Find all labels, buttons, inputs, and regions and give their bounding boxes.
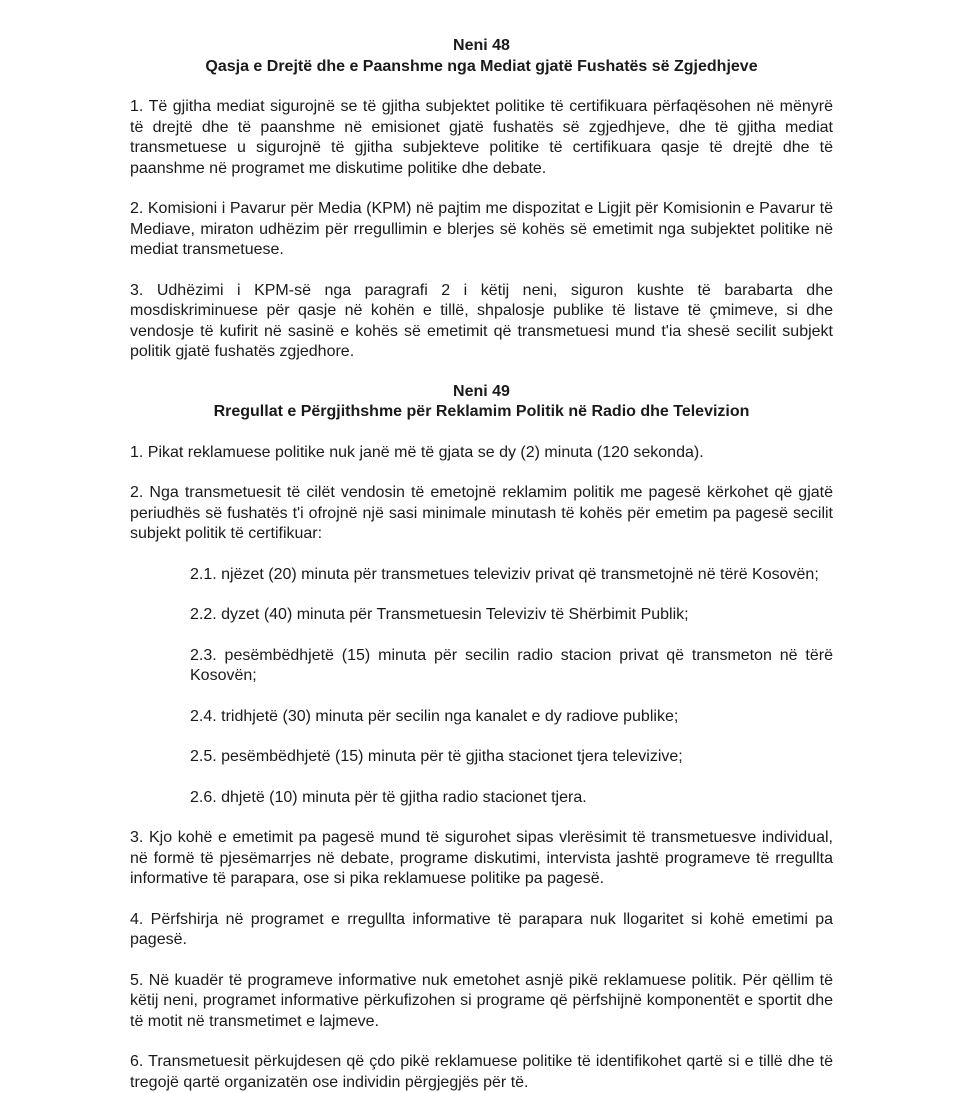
article-number: Neni 49 [453, 382, 510, 400]
subitem-2-1: 2.1. njëzet (20) minuta për transmetues televiziv privat që transmetojnë në tërë Kosovën; [190, 565, 819, 583]
article-49-heading [130, 382, 833, 423]
article-49-paragraph-2: 2. Nga transmetuesit të cilët vendosin të emetojnë reklamim politik me pagesë kërkohet që gjatë periudhës së fushatës t'i ofrojnë një sasi minimale minutash të kohës për emetim pa pagesë secilit subjekt politik të certifikuar: [130, 484, 833, 542]
article-49-paragraph-4: 4. Përfshirja në programet e rregullta informative të parapara nuk llogaritet si kohë emetimi pa pagesë. [130, 910, 833, 948]
article-number: Neni 48 [453, 37, 510, 54]
subitem-2-3: 2.3. pesëmbëdhjetë (15) minuta për secilin radio stacion privat që transmeton në tërë Kosovën; [190, 646, 833, 684]
subitem-2-2: 2.2. dyzet (40) minuta për Transmetuesin Televiziv të Shërbimit Publik; [190, 606, 689, 623]
article-title: Qasja e Drejtë dhe e Paanshme nga Mediat gjatë Fushatës së Zgjedhjeve [205, 57, 758, 75]
article-48-heading [130, 36, 833, 77]
article-49-paragraph-1: 1. Pikat reklamuese politike nuk janë më të gjata se dy (2) minuta (120 sekonda). [130, 443, 704, 461]
article-48-paragraph-1: 1. Të gjitha mediat sigurojnë se të gjitha subjektet politike të certifikuara përfaqësohen në mënyrë të drejtë dhe të paanshme në emisionet gjatë fushatës së zgjedhjeve, dhe të gjitha mediat transmetuese u sigurojnë të gjitha subjekteve politike të certifikuara qasje të drejtë dhe të paanshme në programet me diskutime politike dhe debate. [130, 98, 833, 177]
article-48-paragraph-3: 3. Udhëzimi i KPM-së nga paragrafi 2 i këtij neni, siguron kushte të barabarta dhe mosdiskriminuese për qasje në kohën e tillë, shpalosje publike të listave të çmimeve, si dhe vendosje të kufirit në sasinë e kohës së emetimit që transmetuesi mund t'ia shesë secilit subjekt politik gjatë fushatës zgjedhore. [130, 281, 833, 360]
article-48-paragraph-2: 2. Komisioni i Pavarur për Media (KPM) në pajtim me dispozitat e Ligjit për Komisionin e Pavarur të Mediave, miraton udhëzim për rregullimin e blerjes së kohës së emetimit nga subjektet politike në mediat transmetuese. [130, 200, 833, 258]
article-49-paragraph-3: 3. Kjo kohë e emetimit pa pagesë mund të sigurohet sipas vlerësimit të transmetuesve individual, në formë të pjesëmarrjes në debate, programe diskutimi, intervista jashtë programeve të rregullta informative të parapara, ose si pika reklamuese politike pa pagesë. [130, 829, 833, 887]
article-49-paragraph-5: 5. Në kuadër të programeve informative nuk emetohet asnjë pikë reklamuese politik. Për qëllim të këtij neni, programet informative përkufizohen si programe që përfshijnë komponentët e sportit dhe të motit në transmetimet e lajmeve. [130, 971, 833, 1030]
article-49-paragraph-6: 6. Transmetuesit përkujdesen që çdo pikë reklamuese politike të identifikohet qartë si e tillë dhe të tregojë qartë organizatën ose individin përgjegjës për të. [130, 1053, 833, 1091]
article-title: Rregullat e Përgjithshme për Reklamim Politik në Radio dhe Televizion [213, 403, 750, 420]
subitem-2-5: 2.5. pesëmbëdhjetë (15) minuta për të gjitha stacionet tjera televizive; [190, 748, 683, 765]
subitem-2-4: 2.4. tridhjetë (30) minuta për secilin nga kanalet e dy radiove publike; [190, 707, 679, 725]
subitem-2-6: 2.6. dhjetë (10) minuta për të gjitha radio stacionet tjera. [190, 788, 587, 806]
